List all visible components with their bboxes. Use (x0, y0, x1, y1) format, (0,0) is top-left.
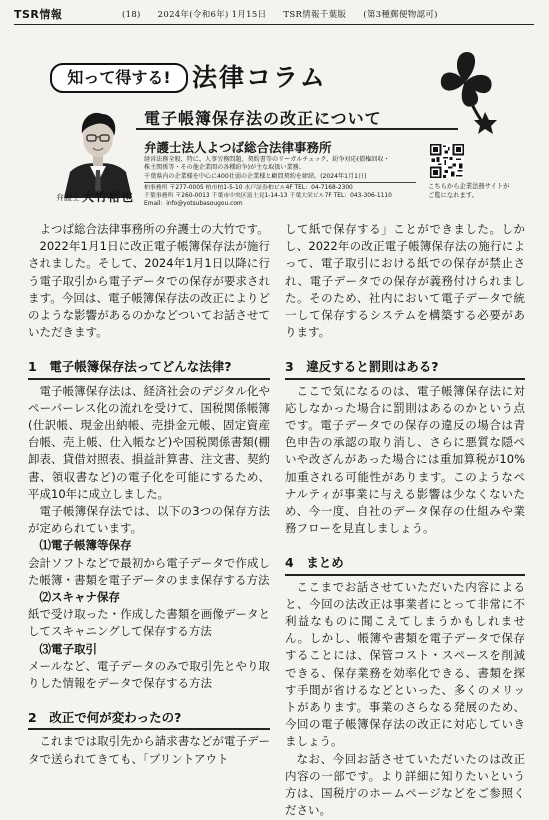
header-rule (14, 24, 534, 25)
page-header (14, 6, 534, 24)
firm-address (144, 184, 434, 209)
firm-description-line: 経営法務全般、特に、人事労務問題、契約書等のリーガルチェック、紛争対応(債権回収・ (144, 156, 390, 163)
method-title: ⑵スキャナ保存 (39, 590, 120, 605)
section-heading: 2 改正で何が変わったの? (28, 709, 270, 730)
email-line: Email：info@yotsubasougou.com (144, 201, 243, 208)
firm-divider (144, 182, 416, 183)
section-heading: 1 電子帳簿保存法ってどんな法律? (28, 358, 270, 379)
author-name: 大竹裕也 (82, 190, 135, 204)
body-paragraph: ここまでお話させていただいた内容によると、今回の法改正は事業者にとって非常に不利益なものに聞こえてしまうかもしれません。しかし、帳簿や書類を電子データで保存することには、保管コスト・スペースを削減できる、保存業務を効率化できる、書類を探す手間が省けるなどといった、多くのメリットがあります。事業のさらなる発展のため、今回の電子帳簿保存法の改正に対応していきましょう。 (285, 579, 525, 749)
header-info (122, 8, 452, 20)
left-column (28, 221, 270, 768)
qr-caption (428, 183, 540, 200)
body-paragraph: これまでは取引先から請求書などが電子データで送られてきても、「プリントアウト (28, 734, 270, 766)
section-heading: 3 違反すると罰則はある? (285, 358, 525, 379)
column-pill: 知って得する! (50, 63, 188, 93)
clover-icon (425, 40, 505, 135)
method-body: メールなど、電子データのみで取引先とやり取りした情報をデータで保存する方法 (28, 658, 270, 691)
tsr-logo: TSR情報 (14, 8, 63, 21)
intro-paragraph: よつば総合法律事務所の弁護士の大竹です。 (39, 222, 269, 236)
firm-description (144, 156, 414, 181)
address-line: 千葉事務所 〒260-0013 千葉市中央区富士見1-14-13 千葉大栄ビル7F TEL：043-306-1110 (144, 193, 392, 200)
postal-note: (第3種郵便物認可) (363, 10, 438, 20)
method-body: 会計ソフトなどで最初から電子データで作成した帳簿・書類を電子データのまま保存する方法 (28, 555, 270, 587)
firm-description-line: 株主関係等・その他企業間の各種紛争)が主な取扱い業務。 (144, 164, 305, 172)
method-body: 紙で受け取った・作成した書類を画像データとしてスキャニングして保存する方法 (28, 607, 270, 639)
subtitle-rule (136, 128, 458, 130)
body-paragraph: なお、今回お話させていただいたのは改正内容の一部です。より詳細に知りたいという方は、国税庁のホームページなどをご参照ください。 (285, 751, 525, 818)
author-photo (60, 98, 136, 198)
firm-description-line: 千葉県内の企業様を中心に400社弱の企業様と顧問契約を締結。(2024年1月1日) (144, 172, 367, 180)
body-paragraph: 電子帳簿保存法は、経済社会のデジタル化やペーパーレス化の流れを受けて、国税関係帳簿(仕訳帳、現金出納帳、売掛金元帳、固定資産台帳、売上帳、仕入帳など)や国税関係書類(棚卸表、貸借対照表、損益計算書、注文書、契約書、領収書など)の電子化を可能にするため、平成10年に成立しました。 (28, 383, 270, 501)
body-paragraph: ここで気になるのは、電子帳簿保存法に対応しなかった場合に罰則はあるのかという点です。電子データでの保存の違反の場合は青色申告の承認の取り消し、さらに悪質な隠ぺいや改ざんがあった場合には重加算税が10%加重される可能性があります。このようなペナルティが事業に与える影響は少なくないため、今一度、自社のデータ保存の仕組みや業務フローを見直しましょう。 (285, 383, 525, 536)
address-line: 柏事務所 〒277-0005 柏市柏1-5-10 水戸証券柏ビル4F TEL：04-7168-2300 (144, 185, 353, 191)
issue-date: 2024年(令和6年) 1月15日 (157, 10, 267, 20)
firm-name: 弁護士法人よつば総合法律事務所 (144, 140, 332, 155)
qr-caption-line: こちらから企業法務サイトが (428, 183, 510, 190)
intro-paragraph: 2022年1月1日に改正電子帳簿保存法が施行されました。そして、2024年1月1日以降に行う電子取引から電子データでの保存が要求されます。今回は、電子帳簿保存法の改正によりどのような影響があるのかなどついてお話させていただきます。 (28, 239, 270, 340)
section-heading: 4 まとめ (285, 554, 525, 575)
body-paragraph: して紙で保存する」ことができました。しかし、2022年の改正電子帳簿保存法の施行によって、電子取引における紙での保存が禁止され、電子データでの保存が義務付けられました。そのため、社内において電子データで統一して保存するシステムを構築する必要があります。 (285, 222, 525, 340)
author-role: 弁護士 (56, 193, 80, 202)
qr-code[interactable] (430, 144, 464, 178)
method-title: ⑴電子帳簿等保存 (39, 538, 132, 553)
edition-name: TSR情報千葉版 (283, 10, 347, 20)
article-subtitle: 電子帳簿保存法の改正について (144, 109, 382, 128)
page-number: (18) (122, 10, 141, 20)
qr-caption-line: ご覧になれます。 (428, 191, 478, 199)
body-paragraph: 電子帳簿保存法では、以下の3つの保存方法が定められています。 (28, 504, 270, 536)
column-title: 法律コラム (192, 63, 327, 92)
method-title: ⑶電子取引 (39, 641, 97, 656)
right-column (285, 221, 525, 820)
